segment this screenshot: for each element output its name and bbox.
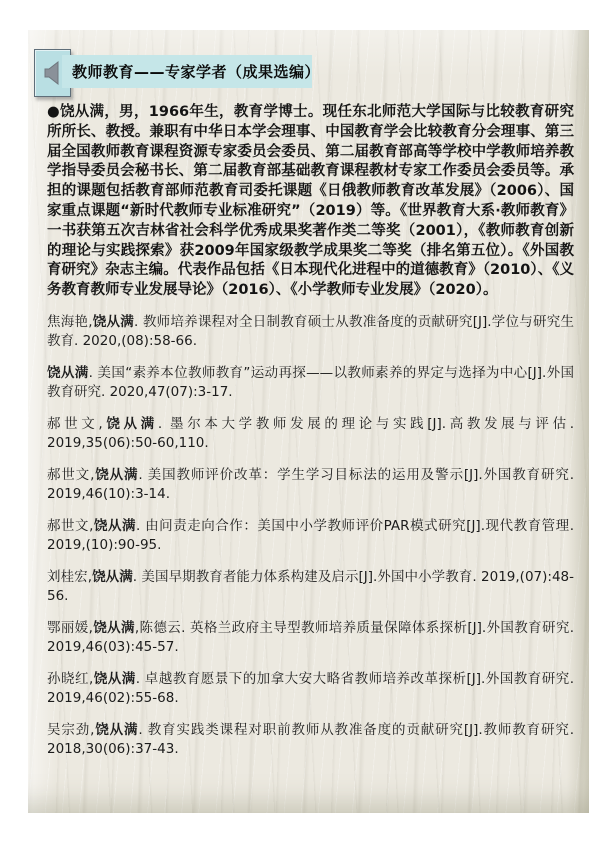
citation-main-author: 饶从满 xyxy=(94,721,139,738)
citation-text: . 教师培养课程对全日制教育硕士从教准备度的贡献研究[J].学位与研究生教育. 2020,(08):58-66. xyxy=(47,313,575,350)
citation-coauthors-before: 吴宗劲, xyxy=(47,721,95,738)
citation-text: . 教育实践类课程对职前教师从教准备度的贡献研究[J].教师教育研究. 2018,30(06):37-43. xyxy=(47,721,574,758)
citation-item xyxy=(47,364,574,403)
citation-text: . 美国教师评价改革：学生学习目标法的运用及警示[J].外国教育研究. 2019,46(10):3-14. xyxy=(47,466,574,503)
citation-coauthors-before: 郝世文, xyxy=(47,517,94,534)
slide-content xyxy=(28,30,589,813)
citation-item xyxy=(47,517,574,556)
citation-coauthors-before: 焦海艳, xyxy=(47,313,93,330)
citation-coauthors-before: 刘桂宏, xyxy=(47,568,92,585)
citation-coauthors-before: 郝世文, xyxy=(47,466,95,483)
citation-main-author: 饶从满 xyxy=(92,619,135,636)
citation-item xyxy=(47,466,574,505)
slide-background xyxy=(28,30,589,813)
citation-main-author: 饶从满 xyxy=(92,313,135,330)
citation-main-author: 饶从满 xyxy=(93,670,136,687)
bio-paragraph: ●饶从满，男，1966年生，教育学博士。现任东北师范大学国际与比较教育研究所所长、教授。兼职有中华日本学会理事、中国教育学会比较教育分会理事、第三届全国教师教育课程资源专家委员会委员、第二届教育部高等学校中学教师培养教学指导委员会秘书长、第二届教育部基础教育课程教材专家工作委员会委员等。承担的课题包括教育部师范教育司委托课题《日俄教师教育改革发展》（2006）、国家重点课题“新时代教师专业标准研究”（2019）等。《世界教育大系·教师教育》一书获第五次吉林省社会科学优秀成果奖著作类二等奖（2001），《教师教育创新的理论与实践探索》获2009年国家级教学成果奖二等奖（排名第五位）。《外国教育研究》杂志主编。代表作品包括《日本现代化进程中的道德教育》（2010）、《义务教育教师专业发展导论》（2016）、《小学教师专业发展》（2020）。 xyxy=(47,104,574,299)
citation-coauthors-before: 郝世文, xyxy=(47,415,103,432)
citation-main-author: 饶从满 xyxy=(92,568,133,585)
citation-item xyxy=(47,670,574,709)
citation-item xyxy=(47,619,574,658)
citation-main-author: 饶从满 xyxy=(102,415,158,432)
citation-item xyxy=(47,568,574,607)
citation-text: ,陈德云. 英格兰政府主导型教师培养质量保障体系探析[J].外国教育研究. 2019,46(03):45-57. xyxy=(47,619,574,656)
citation-list xyxy=(47,313,574,760)
citation-text: . 美国“素养本位教师教育”运动再探——以教师素养的界定与选择为中心[J].外国教育研究. 2020,47(07):3-17. xyxy=(47,364,575,401)
citation-coauthors-before: 孙晓红, xyxy=(47,670,94,687)
citation-main-author: 饶从满 xyxy=(94,466,139,483)
citation-text: . 卓越教育愿景下的加拿大安大略省教师培养改革探析[J].外国教育研究. 2019,46(02):55-68. xyxy=(47,670,575,707)
citation-item xyxy=(47,721,574,760)
citation-item xyxy=(47,313,574,352)
citation-text: . 墨尔本大学教师发展的理论与实践[J].高教发展与评估. 2019,35(06):50-60,110. xyxy=(47,415,575,452)
citation-text: . 美国早期教育者能力体系构建及启示[J].外国中小学教育. 2019,(07):48-56. xyxy=(47,568,574,605)
citation-item xyxy=(47,415,574,454)
page-title: 教师教育——专家学者（成果选编） xyxy=(72,63,321,81)
citation-coauthors-before: 鄂丽媛, xyxy=(47,619,93,636)
citation-main-author: 饶从满 xyxy=(93,517,137,534)
citation-text: . 由问责走向合作：美国中小学教师评价PAR模式研究[J].现代教育管理. 2019,(10):90-95. xyxy=(47,517,574,554)
citation-main-author: 饶从满 xyxy=(47,364,89,381)
